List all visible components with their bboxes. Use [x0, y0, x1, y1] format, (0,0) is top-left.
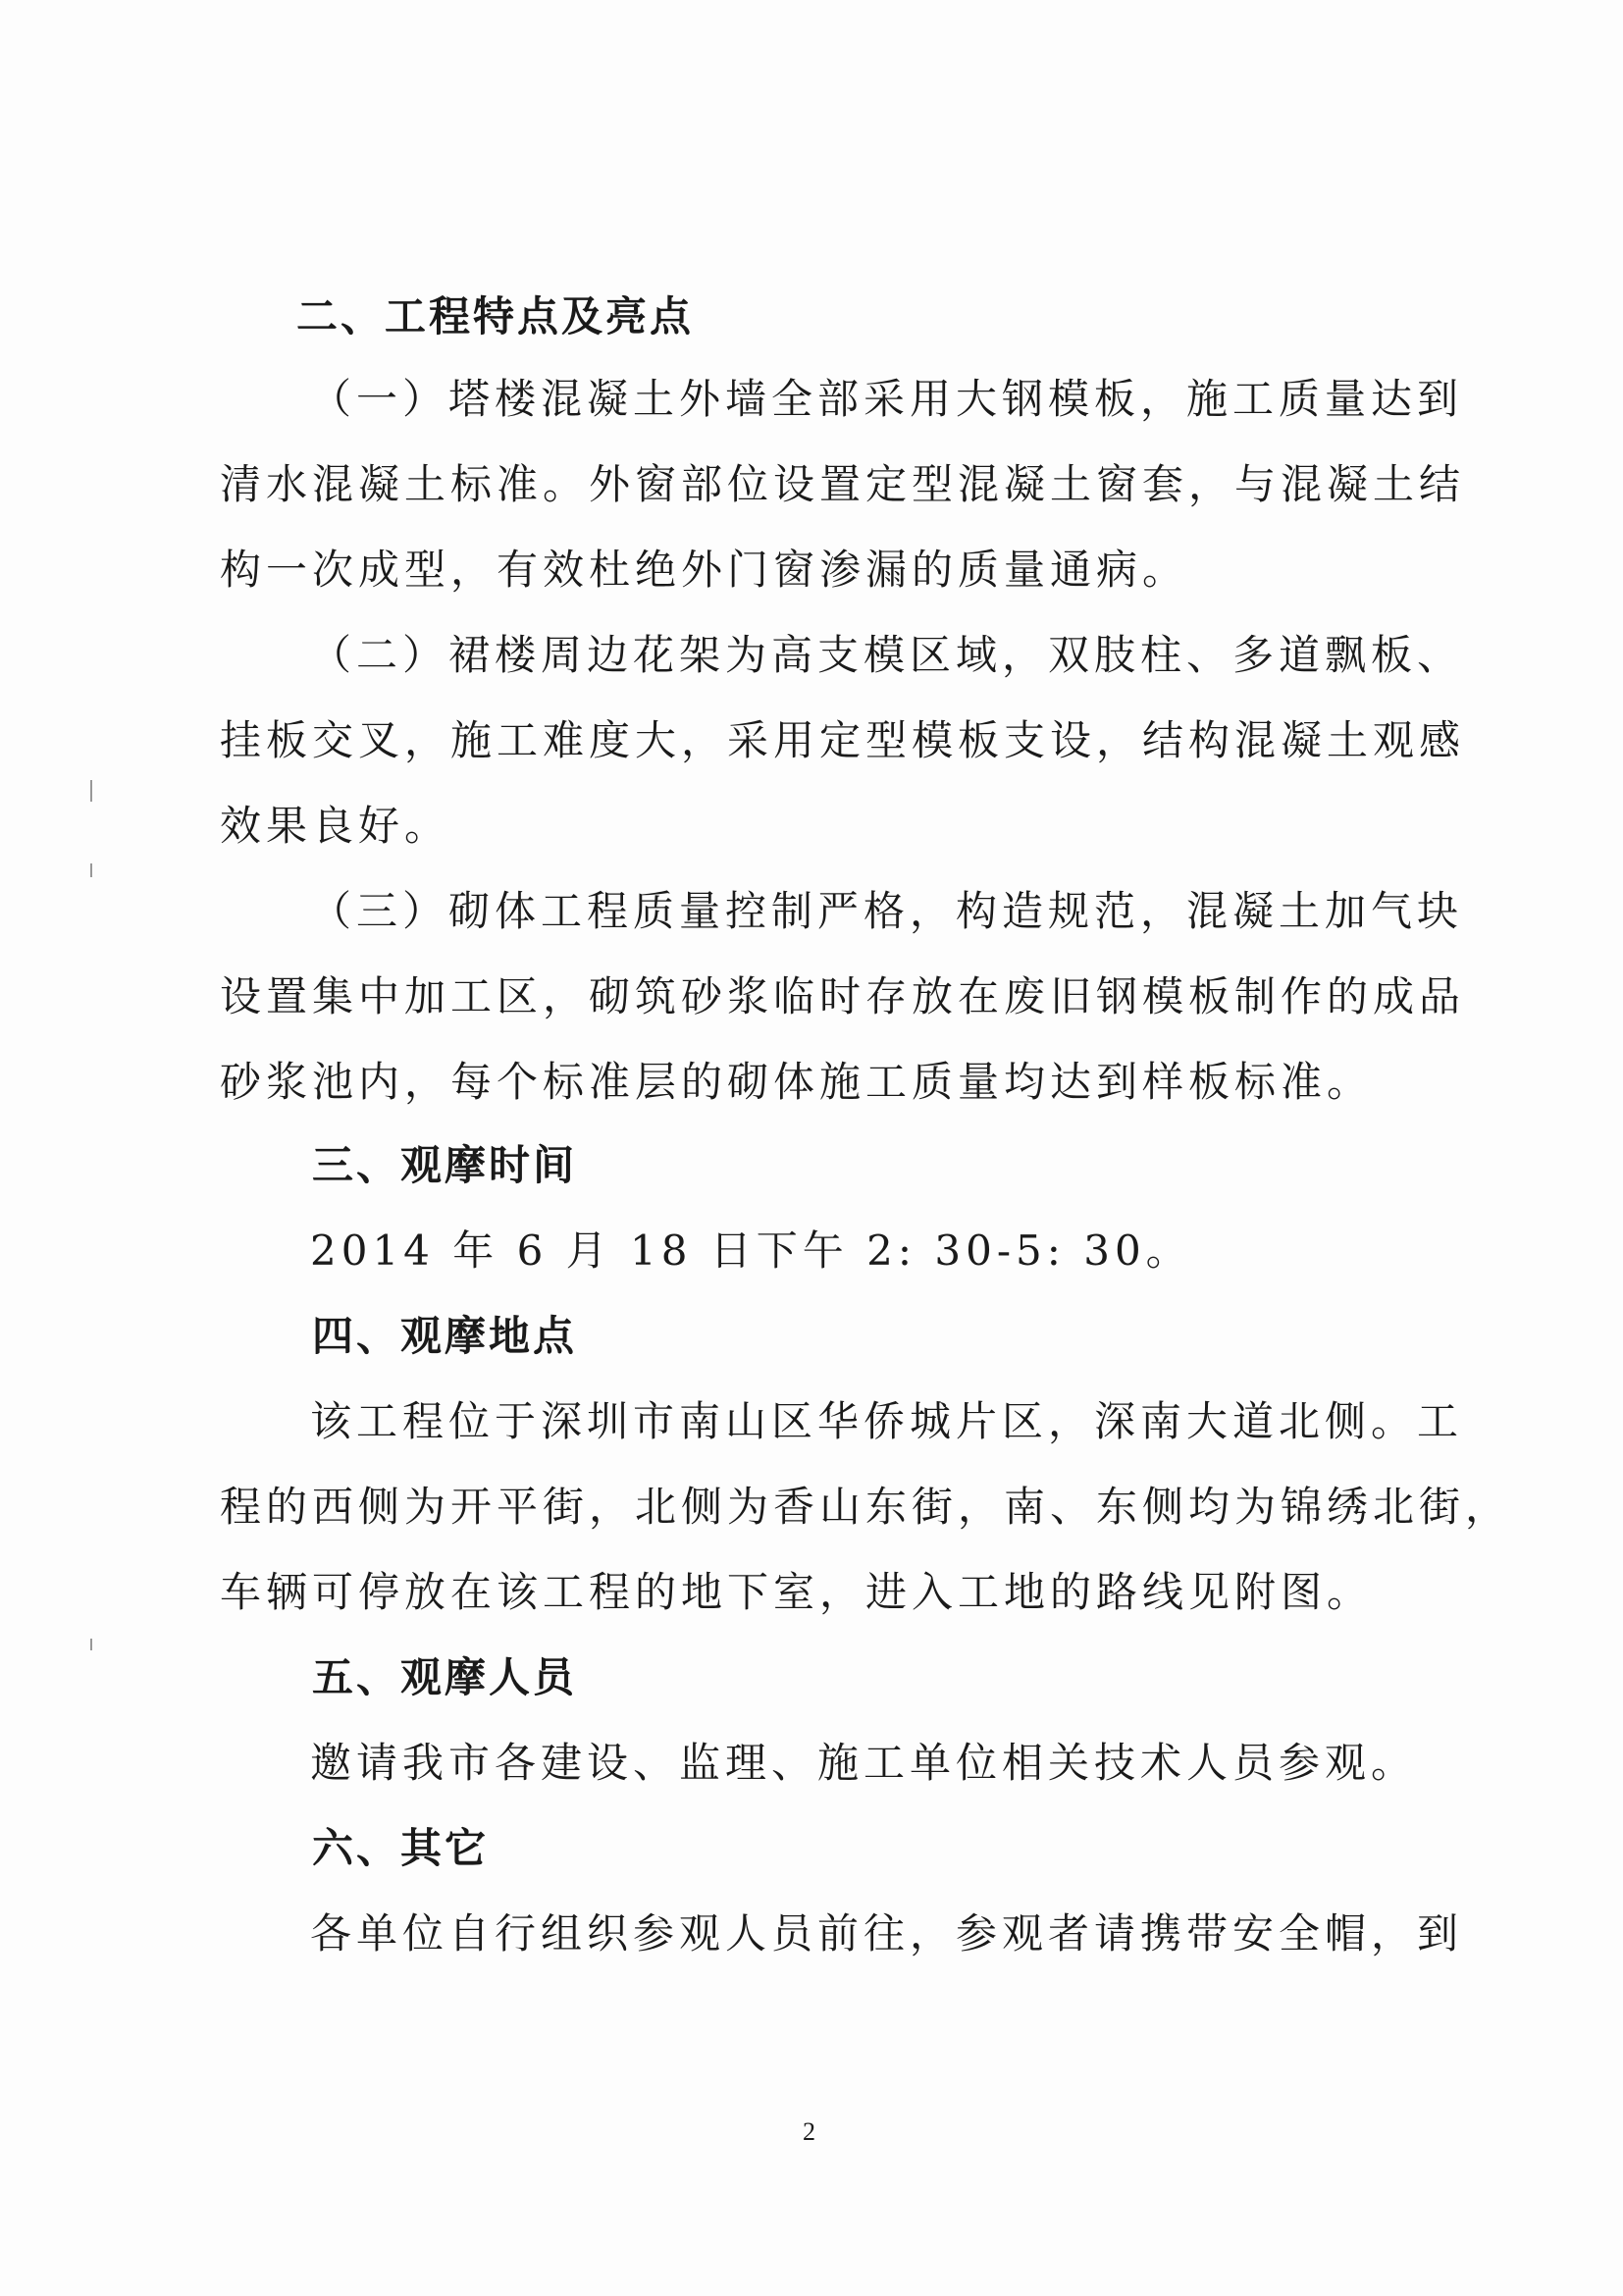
paragraph-line: 构一次成型，有效杜绝外门窗渗漏的质量通病。: [220, 546, 1189, 594]
scan-mark: [90, 1639, 92, 1650]
paragraph-line: 程的西侧为开平街，北侧为香山东街，南、东侧均为锦绣北街，: [220, 1483, 1512, 1531]
schedule-text: 2014 年 6 月 18 日下午 2: 30-5: 30。: [310, 1226, 1192, 1275]
paragraph-line: 挂板交叉，施工难度大，采用定型模板支设，结构混凝土观感: [220, 716, 1466, 764]
section-heading: 二、工程特点及亮点: [296, 292, 695, 340]
section-heading: 六、其它: [312, 1824, 490, 1872]
paragraph-line: 效果良好。: [220, 802, 451, 850]
section-heading: 五、观摩人员: [312, 1653, 578, 1701]
paragraph-line: 各单位自行组织参观人员前往，参观者请携带安全帽，到: [310, 1909, 1464, 1957]
paragraph-line: （二）裙楼周边花架为高支模区域，双肢柱、多道飘板、: [310, 631, 1464, 679]
paragraph-line: 车辆可停放在该工程的地下室，进入工地的路线见附图。: [220, 1568, 1374, 1616]
paragraph-line: 该工程位于深圳市南山区华侨城片区，深南大道北侧。工: [310, 1397, 1464, 1445]
page-number: 2: [803, 2117, 815, 2146]
scan-mark: [90, 780, 92, 802]
section-heading: 四、观摩地点: [312, 1312, 578, 1360]
paragraph-line: 清水混凝土标准。外窗部位设置定型混凝土窗套，与混凝土结: [220, 460, 1466, 508]
section-heading: 三、观摩时间: [312, 1141, 578, 1189]
paragraph-line: 设置集中加工区，砌筑砂浆临时存放在废旧钢模板制作的成品: [220, 972, 1466, 1020]
paragraph-line: 砂浆池内，每个标准层的砌体施工质量均达到样板标准。: [220, 1058, 1374, 1106]
paragraph-line: （三）砌体工程质量控制严格，构造规范，混凝土加气块: [310, 887, 1464, 935]
paragraph-line: （一）塔楼混凝土外墙全部采用大钢模板，施工质量达到: [310, 375, 1464, 423]
scan-mark: [90, 863, 92, 877]
paragraph-line: 邀请我市各建设、监理、施工单位相关技术人员参观。: [310, 1739, 1418, 1787]
